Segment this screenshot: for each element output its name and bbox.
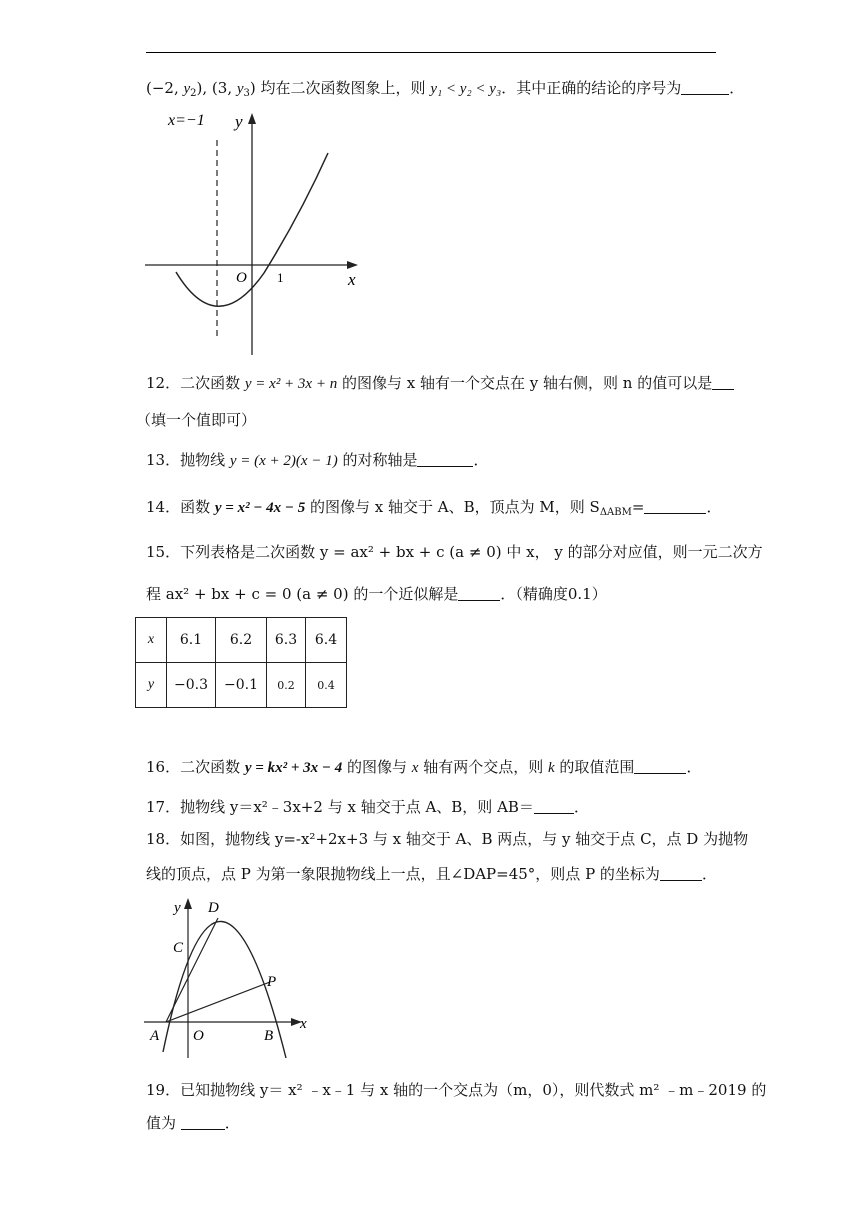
q18-line1: 18．如图，抛物线 y=-x²+2x+3 与 x 轴交于 A、B 两点，与 y 轴交于点 C，点 D 为抛物 — [146, 830, 749, 848]
answer-blank-15[interactable] — [458, 586, 500, 601]
q14-line: 14．函数 y = x² − 4x − 5 的图像与 x 轴交于 A、B，顶点为 M，则 $S_{\Delta ABM}=$ ． — [146, 498, 722, 518]
q14-formula: y = x² − 4x − 5 — [214, 500, 306, 516]
q13-line: 13．抛物线 y = (x + 2)(x − 1) 的对称轴是 ． — [146, 451, 489, 469]
row-label-y: y — [136, 663, 167, 708]
q18-line2: 线的顶点，点 P 为第一象限抛物线上一点，且∠DAP=45°，则点 P 的坐标为 ． — [146, 865, 717, 883]
point-D-label: D — [208, 900, 219, 916]
q19-line1: 19．已知抛物线 y＝ x² ﹣x﹣1 与 x 轴的一个交点为（m，0），则代数式 m² ﹣m﹣2019 的 — [146, 1081, 767, 1099]
answer-blank-19[interactable] — [181, 1115, 225, 1130]
q18-parabola-graph — [140, 890, 330, 1062]
root-label: 1 — [277, 270, 284, 285]
answer-blank-14[interactable] — [644, 499, 706, 514]
answer-blank-18[interactable] — [660, 866, 702, 881]
y-value-cell: 0.4 — [306, 663, 347, 708]
y-axis-label: y — [235, 112, 243, 131]
q12-formula: y = x² + 3x + n — [244, 376, 338, 392]
x-axis-label: x — [300, 1016, 307, 1032]
segment-AD — [166, 918, 218, 1022]
q11-parabola-graph — [140, 105, 370, 360]
y-value-cell: −0.3 — [167, 663, 216, 708]
answer-blank-13[interactable] — [417, 452, 473, 467]
q13-formula: y = (x + 2)(x − 1) — [229, 453, 338, 469]
x-value-cell: 6.4 — [306, 618, 347, 663]
table-row-x — [136, 618, 347, 663]
x-value-cell: 6.3 — [267, 618, 306, 663]
q15-line1: 15．下列表格是二次函数 y = ax² + bx + c (a ≠ 0) 中 x， y 的部分对应值，则一元二次方 — [146, 543, 763, 561]
q12-line1: 12．二次函数 y = x² + 3x + n 的图像与 x 轴有一个交点在 y 轴右侧，则 n 的值可以是 — [146, 373, 718, 394]
origin-label: O — [236, 270, 247, 286]
point-C-label: C — [173, 940, 184, 956]
y-axis-label: y — [174, 900, 181, 916]
x-axis-arrow — [347, 261, 358, 269]
q16-line: 16．二次函数 y = kx² + 3x − 4 的图像与 x 轴有两个交点，则 k 的取值范围 ． — [146, 758, 702, 776]
row-label-x: x — [136, 618, 167, 663]
q12-line2: （填一个值即可） — [136, 411, 257, 429]
y-axis-arrow — [184, 898, 192, 909]
x-value-cell: 6.1 — [167, 618, 216, 663]
table-row-y — [136, 663, 347, 708]
q17-line: 17．抛物线 y＝x²﹣3x+2 与 x 轴交于点 A、B，则 AB＝ ． — [146, 798, 589, 816]
q19-line2: 值为 ． — [146, 1114, 240, 1132]
answer-blank-16[interactable] — [634, 759, 686, 774]
symmetry-label: x=−1 — [168, 112, 205, 129]
q11-inequality: y₁ < y₂ < y₃ — [430, 81, 502, 97]
answer-blank-11[interactable] — [681, 80, 729, 95]
q11-tail-line: (−2, $y_2$), (3, $y_3$) 均在二次函数图象上，则 y₁ < y₂ < y₃．其中正确的结论的序号为 ． — [146, 79, 745, 99]
y-value-cell: 0.2 — [267, 663, 306, 708]
x-axis-label: x — [348, 270, 356, 289]
y-value-cell: −0.1 — [216, 663, 267, 708]
answer-blank-12[interactable] — [712, 375, 734, 390]
point-P-label: P — [267, 974, 277, 990]
point-B-label: B — [264, 1028, 274, 1044]
segment-AP — [166, 982, 270, 1022]
q15-value-table — [135, 617, 347, 708]
q16-formula: y = kx² + 3x − 4 — [244, 760, 343, 776]
answer-blank-17[interactable] — [534, 799, 574, 814]
x-value-cell: 6.2 — [216, 618, 267, 663]
y-axis-arrow — [248, 113, 256, 124]
point-A-label: A — [150, 1028, 160, 1044]
origin-label: O — [193, 1028, 204, 1044]
q15-line2: 程 ax² + bx + c = 0 (a ≠ 0) 的一个近似解是 ．（精确度0.1） — [146, 585, 607, 603]
header-rule — [146, 52, 716, 53]
